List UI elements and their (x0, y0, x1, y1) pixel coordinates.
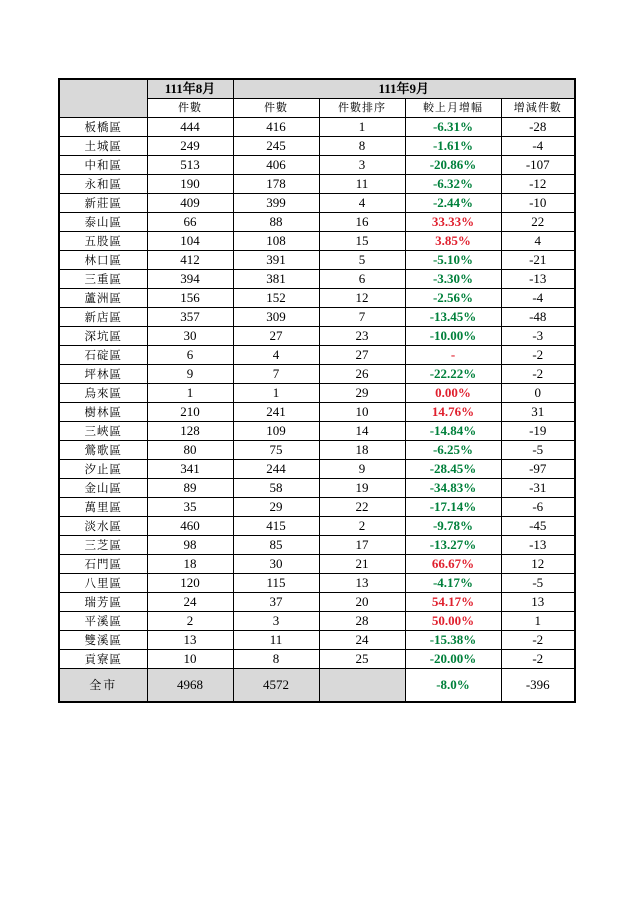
rank-cell: 29 (319, 384, 405, 403)
aug-count-cell: 2 (147, 612, 233, 631)
aug-count-cell: 6 (147, 346, 233, 365)
aug-count-cell: 9 (147, 365, 233, 384)
total-pct: -8.0% (405, 669, 501, 703)
district-cell: 樹林區 (59, 403, 147, 422)
table-row (59, 631, 575, 650)
table-row (59, 232, 575, 251)
change-count-cell: -2 (501, 346, 575, 365)
change-pct-cell: -3.30% (405, 270, 501, 289)
sep-count-cell: 399 (233, 194, 319, 213)
district-cell: 坪林區 (59, 365, 147, 384)
aug-count-cell: 35 (147, 498, 233, 517)
rank-cell: 8 (319, 137, 405, 156)
change-count-cell: -97 (501, 460, 575, 479)
rank-cell: 12 (319, 289, 405, 308)
sep-count-cell: 178 (233, 175, 319, 194)
change-count-cell: 0 (501, 384, 575, 403)
rank-cell: 19 (319, 479, 405, 498)
aug-count-cell: 24 (147, 593, 233, 612)
district-cell: 石門區 (59, 555, 147, 574)
district-cell: 淡水區 (59, 517, 147, 536)
aug-count-cell: 18 (147, 555, 233, 574)
change-count-cell: -4 (501, 137, 575, 156)
district-cell: 板橋區 (59, 118, 147, 137)
table-row (59, 460, 575, 479)
rank-cell: 20 (319, 593, 405, 612)
change-count-cell: 4 (501, 232, 575, 251)
aug-count-cell: 1 (147, 384, 233, 403)
district-cell: 貢寮區 (59, 650, 147, 669)
change-pct-cell: -15.38% (405, 631, 501, 650)
change-count-cell: -21 (501, 251, 575, 270)
change-count-cell: 22 (501, 213, 575, 232)
district-cell: 深坑區 (59, 327, 147, 346)
col-change-pct: 較上月增幅 (405, 99, 501, 118)
table-row (59, 384, 575, 403)
district-cell: 烏來區 (59, 384, 147, 403)
change-pct-cell: -10.00% (405, 327, 501, 346)
aug-count-cell: 120 (147, 574, 233, 593)
district-cell: 永和區 (59, 175, 147, 194)
district-stats-table (58, 78, 576, 703)
aug-count-cell: 460 (147, 517, 233, 536)
change-pct-cell: 14.76% (405, 403, 501, 422)
district-cell: 蘆洲區 (59, 289, 147, 308)
district-cell: 平溪區 (59, 612, 147, 631)
change-count-cell: -45 (501, 517, 575, 536)
district-cell: 土城區 (59, 137, 147, 156)
change-pct-cell: -2.56% (405, 289, 501, 308)
change-count-cell: 12 (501, 555, 575, 574)
sep-count-cell: 115 (233, 574, 319, 593)
change-pct-cell: -6.31% (405, 118, 501, 137)
change-pct-cell: -20.00% (405, 650, 501, 669)
table-row (59, 536, 575, 555)
district-cell: 新店區 (59, 308, 147, 327)
rank-cell: 10 (319, 403, 405, 422)
sep-count-cell: 109 (233, 422, 319, 441)
change-pct-cell: -6.25% (405, 441, 501, 460)
change-pct-cell: -34.83% (405, 479, 501, 498)
district-cell: 八里區 (59, 574, 147, 593)
district-cell: 瑞芳區 (59, 593, 147, 612)
change-count-cell: -2 (501, 650, 575, 669)
district-cell: 新莊區 (59, 194, 147, 213)
change-pct-cell: 50.00% (405, 612, 501, 631)
sep-count-cell: 11 (233, 631, 319, 650)
rank-cell: 26 (319, 365, 405, 384)
aug-count-cell: 394 (147, 270, 233, 289)
sep-count-cell: 108 (233, 232, 319, 251)
change-pct-cell: -1.61% (405, 137, 501, 156)
change-count-cell: -5 (501, 574, 575, 593)
total-label: 全市 (59, 669, 147, 703)
district-cell: 金山區 (59, 479, 147, 498)
change-count-cell: 1 (501, 612, 575, 631)
change-pct-cell: -6.32% (405, 175, 501, 194)
table-row (59, 574, 575, 593)
sep-count-cell: 88 (233, 213, 319, 232)
rank-cell: 7 (319, 308, 405, 327)
aug-count-cell: 104 (147, 232, 233, 251)
district-cell: 萬里區 (59, 498, 147, 517)
table-row (59, 137, 575, 156)
change-count-cell: 13 (501, 593, 575, 612)
change-pct-cell: 66.67% (405, 555, 501, 574)
aug-count-cell: 210 (147, 403, 233, 422)
sep-count-cell: 4 (233, 346, 319, 365)
change-count-cell: -13 (501, 536, 575, 555)
col-sep-count: 件數 (233, 99, 319, 118)
table-body (59, 118, 575, 669)
table-row (59, 498, 575, 517)
rank-cell: 3 (319, 156, 405, 175)
change-count-cell: -48 (501, 308, 575, 327)
rank-cell: 9 (319, 460, 405, 479)
total-aug: 4968 (147, 669, 233, 703)
change-count-cell: 31 (501, 403, 575, 422)
total-rank (319, 669, 405, 703)
change-pct-cell: -4.17% (405, 574, 501, 593)
district-cell: 汐止區 (59, 460, 147, 479)
change-count-cell: -6 (501, 498, 575, 517)
aug-count-cell: 156 (147, 289, 233, 308)
rank-cell: 17 (319, 536, 405, 555)
change-count-cell: -12 (501, 175, 575, 194)
rank-cell: 1 (319, 118, 405, 137)
sep-count-cell: 416 (233, 118, 319, 137)
change-count-cell: -107 (501, 156, 575, 175)
sep-count-cell: 29 (233, 498, 319, 517)
change-count-cell: -3 (501, 327, 575, 346)
aug-count-cell: 128 (147, 422, 233, 441)
rank-cell: 11 (319, 175, 405, 194)
change-count-cell: -19 (501, 422, 575, 441)
change-pct-cell: -5.10% (405, 251, 501, 270)
sep-count-cell: 7 (233, 365, 319, 384)
table-row (59, 251, 575, 270)
header-aug: 111年8月 (147, 79, 233, 99)
table-row (59, 517, 575, 536)
rank-cell: 5 (319, 251, 405, 270)
table-row (59, 365, 575, 384)
table-row (59, 308, 575, 327)
table-row (59, 441, 575, 460)
change-count-cell: -5 (501, 441, 575, 460)
change-count-cell: -4 (501, 289, 575, 308)
sep-count-cell: 1 (233, 384, 319, 403)
aug-count-cell: 190 (147, 175, 233, 194)
table-row (59, 650, 575, 669)
total-sep: 4572 (233, 669, 319, 703)
rank-cell: 6 (319, 270, 405, 289)
rank-cell: 18 (319, 441, 405, 460)
change-pct-cell: - (405, 346, 501, 365)
table-row (59, 175, 575, 194)
change-pct-cell: -13.45% (405, 308, 501, 327)
total-row (59, 669, 575, 703)
sep-count-cell: 309 (233, 308, 319, 327)
aug-count-cell: 341 (147, 460, 233, 479)
change-pct-cell: -13.27% (405, 536, 501, 555)
sep-count-cell: 3 (233, 612, 319, 631)
district-cell: 雙溪區 (59, 631, 147, 650)
change-count-cell: -31 (501, 479, 575, 498)
aug-count-cell: 357 (147, 308, 233, 327)
district-cell: 中和區 (59, 156, 147, 175)
table-row (59, 270, 575, 289)
sep-count-cell: 406 (233, 156, 319, 175)
aug-count-cell: 444 (147, 118, 233, 137)
district-cell: 石碇區 (59, 346, 147, 365)
table-row (59, 555, 575, 574)
table-row (59, 213, 575, 232)
change-count-cell: -2 (501, 365, 575, 384)
change-pct-cell: 54.17% (405, 593, 501, 612)
table-row (59, 156, 575, 175)
change-pct-cell: -2.44% (405, 194, 501, 213)
aug-count-cell: 66 (147, 213, 233, 232)
change-pct-cell: -20.86% (405, 156, 501, 175)
rank-cell: 2 (319, 517, 405, 536)
change-pct-cell: -22.22% (405, 365, 501, 384)
change-pct-cell: -9.78% (405, 517, 501, 536)
table-row (59, 289, 575, 308)
rank-cell: 24 (319, 631, 405, 650)
district-cell: 三峽區 (59, 422, 147, 441)
total-diff: -396 (501, 669, 575, 703)
table-row (59, 479, 575, 498)
sep-count-cell: 245 (233, 137, 319, 156)
change-pct-cell: 0.00% (405, 384, 501, 403)
rank-cell: 16 (319, 213, 405, 232)
sep-count-cell: 85 (233, 536, 319, 555)
aug-count-cell: 249 (147, 137, 233, 156)
sep-count-cell: 75 (233, 441, 319, 460)
header-row-months (59, 79, 575, 99)
rank-cell: 22 (319, 498, 405, 517)
sep-count-cell: 381 (233, 270, 319, 289)
table-row (59, 422, 575, 441)
change-pct-cell: -17.14% (405, 498, 501, 517)
change-count-cell: -28 (501, 118, 575, 137)
col-aug-count: 件數 (147, 99, 233, 118)
aug-count-cell: 412 (147, 251, 233, 270)
district-cell: 鶯歌區 (59, 441, 147, 460)
change-count-cell: -13 (501, 270, 575, 289)
rank-cell: 21 (319, 555, 405, 574)
aug-count-cell: 409 (147, 194, 233, 213)
col-rank: 件數排序 (319, 99, 405, 118)
change-count-cell: -10 (501, 194, 575, 213)
col-change-count: 增減件數 (501, 99, 575, 118)
sep-count-cell: 391 (233, 251, 319, 270)
aug-count-cell: 89 (147, 479, 233, 498)
rank-cell: 4 (319, 194, 405, 213)
aug-count-cell: 513 (147, 156, 233, 175)
rank-cell: 28 (319, 612, 405, 631)
aug-count-cell: 80 (147, 441, 233, 460)
sep-count-cell: 241 (233, 403, 319, 422)
table-row (59, 403, 575, 422)
sep-count-cell: 244 (233, 460, 319, 479)
rank-cell: 14 (319, 422, 405, 441)
district-cell: 林口區 (59, 251, 147, 270)
rank-cell: 13 (319, 574, 405, 593)
rank-cell: 27 (319, 346, 405, 365)
header-sep: 111年9月 (233, 79, 575, 99)
rank-cell: 23 (319, 327, 405, 346)
table-row (59, 327, 575, 346)
district-cell: 三重區 (59, 270, 147, 289)
table-row (59, 346, 575, 365)
change-count-cell: -2 (501, 631, 575, 650)
change-pct-cell: -28.45% (405, 460, 501, 479)
change-pct-cell: 3.85% (405, 232, 501, 251)
district-cell: 泰山區 (59, 213, 147, 232)
sep-count-cell: 27 (233, 327, 319, 346)
table-row (59, 612, 575, 631)
rank-cell: 15 (319, 232, 405, 251)
aug-count-cell: 10 (147, 650, 233, 669)
aug-count-cell: 30 (147, 327, 233, 346)
sep-count-cell: 8 (233, 650, 319, 669)
sep-count-cell: 415 (233, 517, 319, 536)
sep-count-cell: 58 (233, 479, 319, 498)
sep-count-cell: 152 (233, 289, 319, 308)
aug-count-cell: 98 (147, 536, 233, 555)
rank-cell: 25 (319, 650, 405, 669)
sep-count-cell: 37 (233, 593, 319, 612)
district-cell: 三芝區 (59, 536, 147, 555)
district-cell: 五股區 (59, 232, 147, 251)
sep-count-cell: 30 (233, 555, 319, 574)
table-row (59, 194, 575, 213)
aug-count-cell: 13 (147, 631, 233, 650)
table-row (59, 118, 575, 137)
change-pct-cell: 33.33% (405, 213, 501, 232)
table-row (59, 593, 575, 612)
header-corner-cell (59, 79, 147, 118)
change-pct-cell: -14.84% (405, 422, 501, 441)
